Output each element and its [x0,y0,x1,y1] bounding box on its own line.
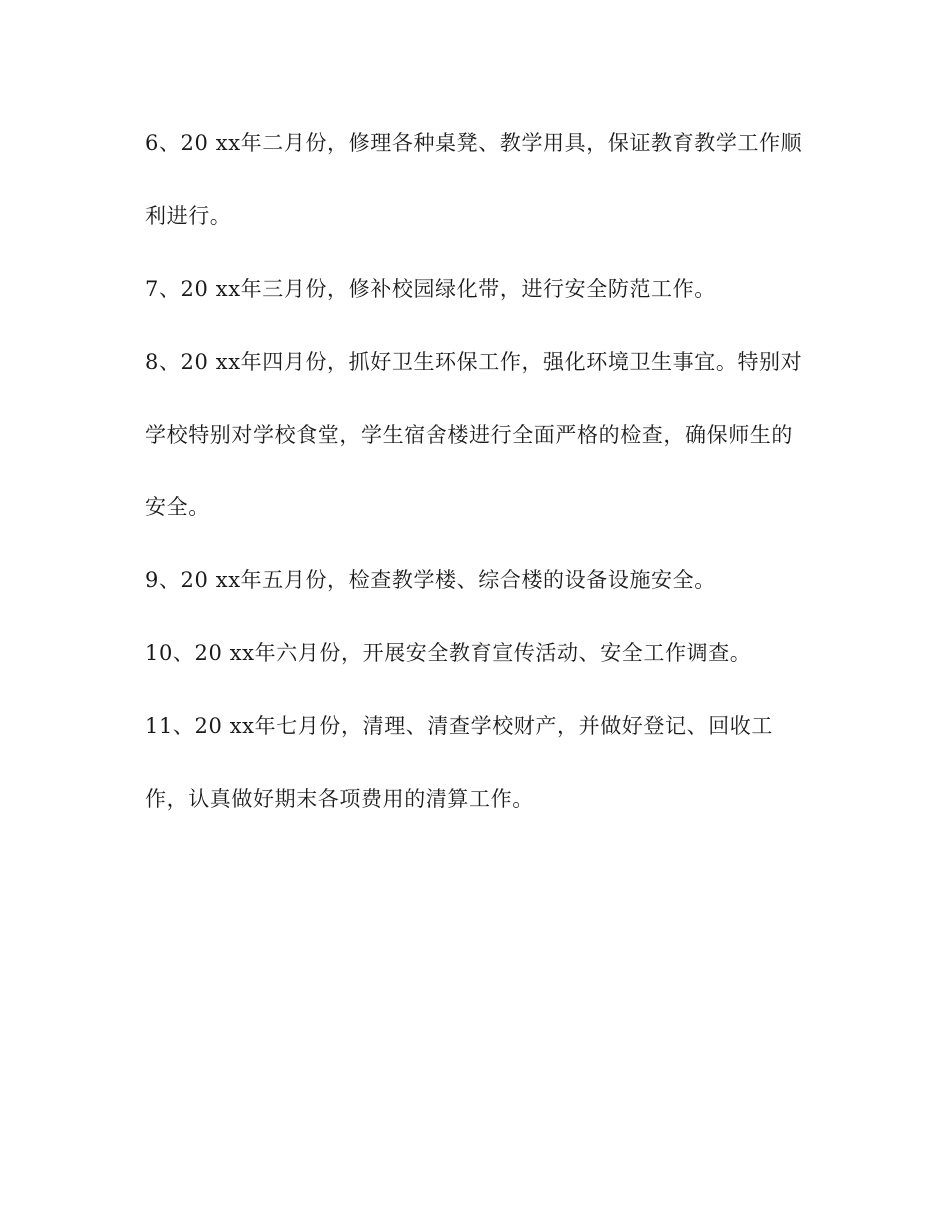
item-7-line-1: 7、20 xx年三月份，修补校园绿化带，进行安全防范工作。 [145,277,716,301]
item-6-line-2: 利进行。 [145,204,232,228]
item-8-line-2: 学校特别对学校食堂，学生宿舍楼进行全面严格的检查，确保师生的 [145,423,793,447]
item-11-line-2: 作，认真做好期末各项费用的清算工作。 [145,787,534,811]
item-10-line-1: 10、20 xx年六月份，开展安全教育宣传活动、安全工作调查。 [145,641,752,665]
item-8-line-1: 8、20 xx年四月份，抓好卫生环保工作，强化环境卫生事宜。特别对 [145,350,803,374]
item-6-line-1: 6、20 xx年二月份，修理各种桌凳、教学用具，保证教育教学工作顺 [145,131,803,155]
item-11-line-1: 11、20 xx年七月份，清理、清查学校财产，并做好登记、回收工 [145,714,774,738]
item-9-line-1: 9、20 xx年五月份，检查教学楼、综合楼的设备设施安全。 [145,568,716,592]
item-8-line-3: 安全。 [145,495,210,519]
